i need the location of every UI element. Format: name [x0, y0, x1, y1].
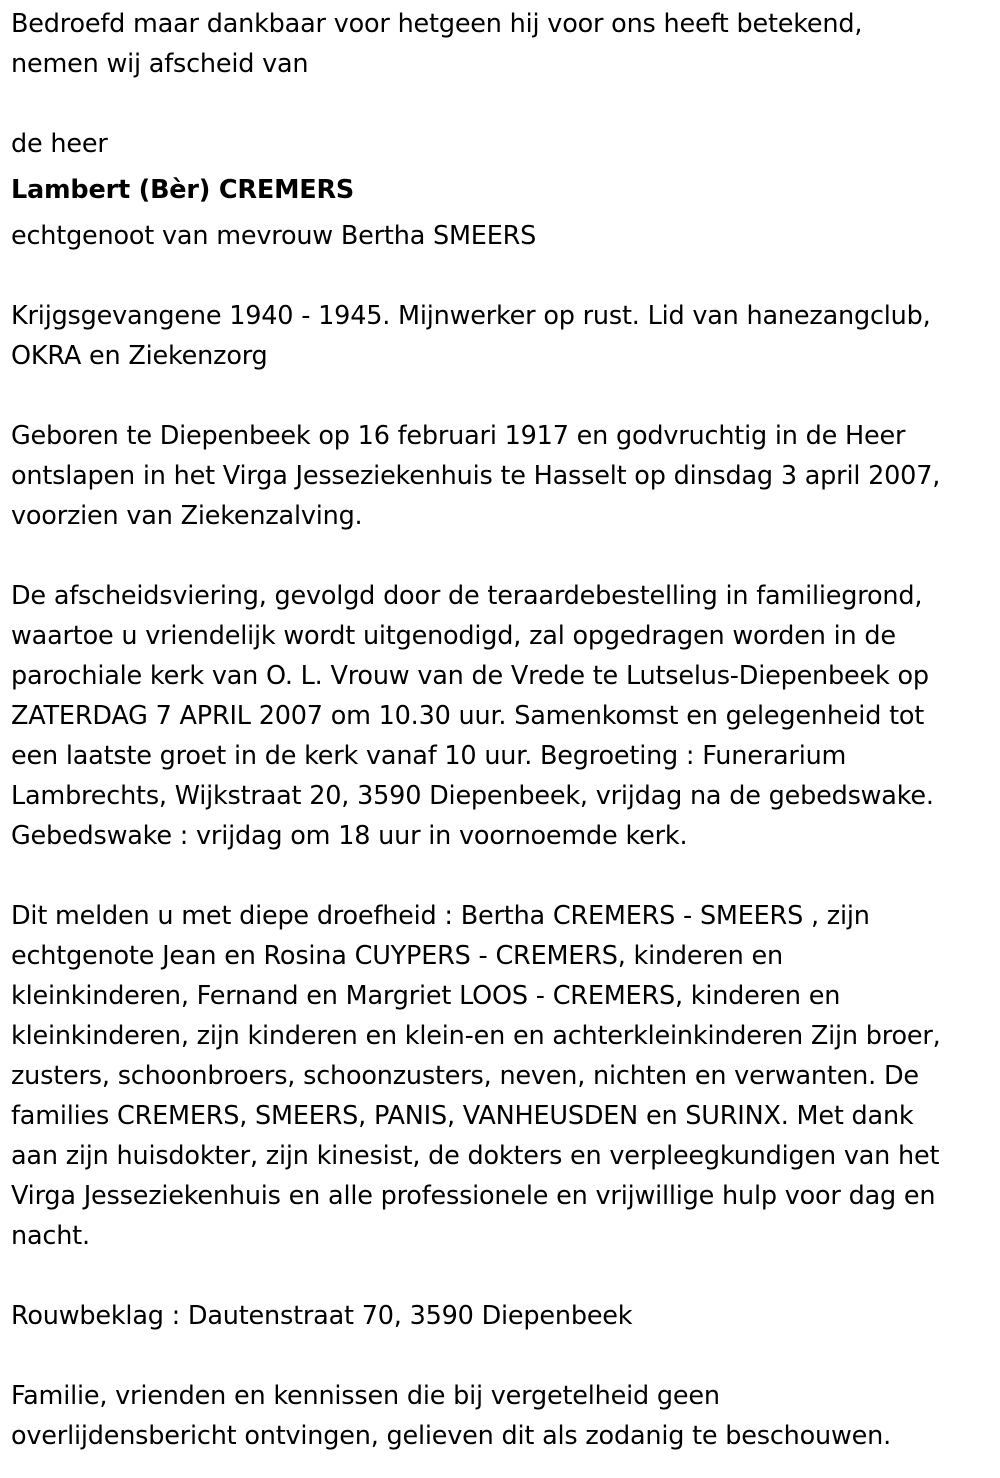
text-line: kleinkinderen, Fernand en Margriet LOOS - CREMERS, kinderen en — [11, 981, 841, 1011]
family-paragraph — [11, 896, 991, 1256]
text-line: ZATERDAG 7 APRIL 2007 om 10.30 uur. Samenkomst en gelegenheid tot — [11, 701, 925, 731]
text-line: Familie, vrienden en kennissen die bij vergetelheid geen — [11, 1381, 720, 1411]
salutation: de heer — [11, 129, 108, 159]
text-line: echtgenote Jean en Rosina CUYPERS - CREMERS, kinderen en — [11, 941, 783, 971]
text-line: Geboren te Diepenbeek op 16 februari 1917 en godvruchtig in de Heer — [11, 421, 906, 451]
text-line: nemen wij afscheid van — [11, 49, 309, 79]
text-line: De afscheidsviering, gevolgd door de teraardebestelling in familiegrond, — [11, 581, 923, 611]
spouse-line: echtgenoot van mevrouw Bertha SMEERS — [11, 221, 537, 251]
ceremony-paragraph — [11, 576, 991, 856]
intro-paragraph — [11, 4, 991, 84]
text-line: parochiale kerk van O. L. Vrouw van de Vrede te Lutselus-Diepenbeek op — [11, 661, 929, 691]
text-line: families CREMERS, SMEERS, PANIS, VANHEUSDEN en SURINX. Met dank — [11, 1101, 914, 1131]
text-line: een laatste groet in de kerk vanaf 10 uur. Begroeting : Funerarium — [11, 741, 847, 771]
text-line: nacht. — [11, 1221, 90, 1251]
text-line: kleinkinderen, zijn kinderen en klein-en en achterkleinkinderen Zijn broer, — [11, 1021, 941, 1051]
text-line: overlijdensbericht ontvingen, gelieven dit als zodanig te beschouwen. — [11, 1421, 892, 1451]
text-line: aan zijn huisdokter, zijn kinesist, de dokters en verpleegkundigen van het — [11, 1141, 940, 1171]
text-line: OKRA en Ziekenzorg — [11, 341, 268, 371]
deceased-name: Lambert (Bèr) CREMERS — [11, 175, 355, 205]
text-line: zusters, schoonbroers, schoonzusters, neven, nichten en verwanten. De — [11, 1061, 919, 1091]
text-line: Bedroefd maar dankbaar voor hetgeen hij voor ons heeft betekend, — [11, 9, 863, 39]
closing-paragraph — [11, 1376, 991, 1456]
obituary-notice — [11, 4, 991, 1456]
text-line: voorzien van Ziekenzalving. — [11, 501, 363, 531]
text-line: Gebedswake : vrijdag om 18 uur in voornoemde kerk. — [11, 821, 688, 851]
birth-death-paragraph — [11, 416, 991, 536]
text-line: waartoe u vriendelijk wordt uitgenodigd, zal opgedragen worden in de — [11, 621, 896, 651]
text-line: Lambrechts, Wijkstraat 20, 3590 Diepenbeek, vrijdag na de gebedswake. — [11, 781, 934, 811]
condolence-address: Rouwbeklag : Dautenstraat 70, 3590 Diepenbeek — [11, 1301, 633, 1331]
text-line: ontslapen in het Virga Jesseziekenhuis te Hasselt op dinsdag 3 april 2007, — [11, 461, 941, 491]
text-line: Dit melden u met diepe droefheid : Bertha CREMERS - SMEERS , zijn — [11, 901, 870, 931]
text-line: Krijgsgevangene 1940 - 1945. Mijnwerker op rust. Lid van hanezangclub, — [11, 301, 931, 331]
text-line: Virga Jesseziekenhuis en alle professionele en vrijwillige hulp voor dag en — [11, 1181, 936, 1211]
bio-paragraph — [11, 296, 991, 376]
